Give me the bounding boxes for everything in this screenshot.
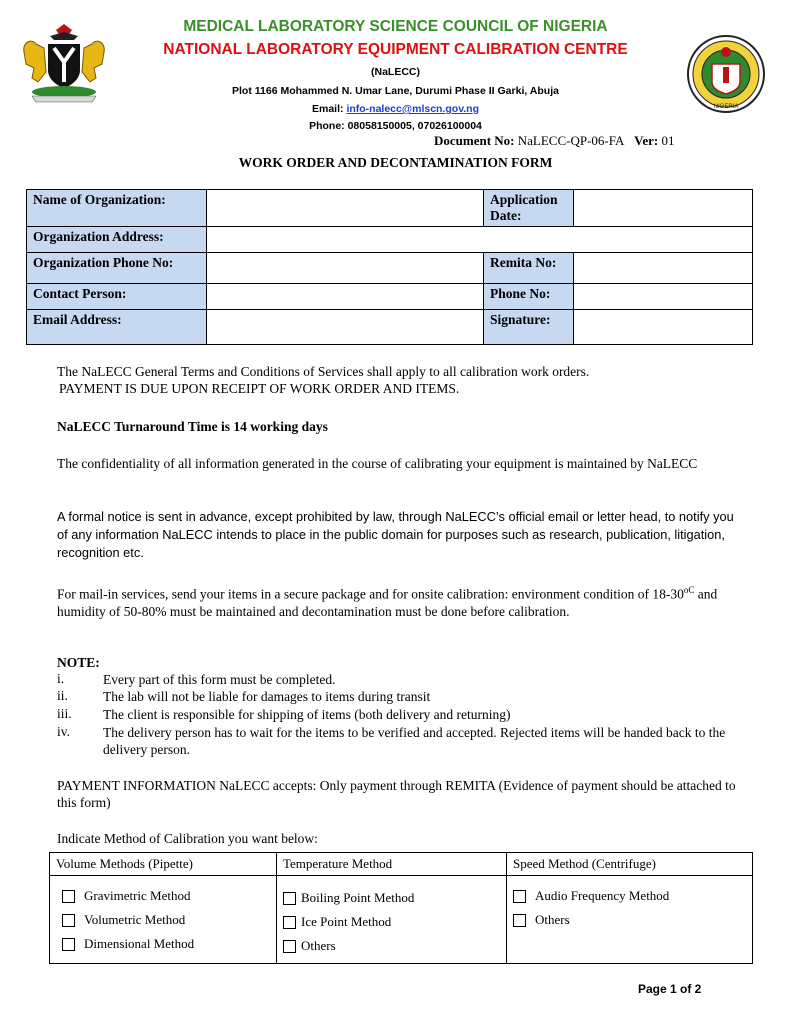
mail-in-paragraph: For mail-in services, send your items in a secure package and for onsite calibration: environment condition of $18-30^{oC}$ and humidity of 50-80% must be maintained and decontamination must be done before calibration. bbox=[57, 585, 718, 619]
audio-frequency-method-checkbox[interactable]: Audio Frequency Method bbox=[513, 884, 746, 908]
email-label: Email: bbox=[312, 103, 344, 115]
table-row bbox=[50, 876, 753, 964]
council-name: MEDICAL LABORATORY SCIENCE COUNCIL OF NIGERIA bbox=[183, 18, 608, 35]
email-address-field[interactable] bbox=[207, 310, 484, 345]
checkbox-box[interactable] bbox=[62, 890, 75, 903]
checkbox-box[interactable] bbox=[62, 938, 75, 951]
note-number: ii. bbox=[57, 688, 68, 703]
page-number: Page 1 of 2 bbox=[638, 982, 702, 996]
gravimetric-method-checkbox[interactable]: Gravimetric Method bbox=[62, 884, 270, 908]
payment-due-line: PAYMENT IS DUE UPON RECEIPT OF WORK ORDER AND ITEMS. bbox=[59, 381, 460, 396]
document-number: Document No: NaLECC-QP-06-FA Ver: 01 bbox=[434, 133, 675, 148]
email-link[interactable]: info-nalecc@mlscn.gov.ng bbox=[346, 103, 479, 115]
org-phone-field[interactable] bbox=[207, 253, 484, 284]
indicate-method-line: Indicate Method of Calibration you want below: bbox=[57, 831, 318, 846]
centre-abbreviation: (NaLECC) bbox=[371, 66, 420, 78]
payment-information: PAYMENT INFORMATION NaLECC accepts: Only payment through REMITA (Evidence of payment should be attached to this form) bbox=[57, 778, 736, 810]
temperature-method-header: Temperature Method bbox=[277, 853, 507, 876]
organization-info-table bbox=[26, 189, 753, 345]
checkbox-box[interactable] bbox=[513, 890, 526, 903]
centre-name: NATIONAL LABORATORY EQUIPMENT CALIBRATION CENTRE bbox=[163, 41, 628, 58]
org-phone-label: Organization Phone No: bbox=[27, 253, 207, 284]
note-number: iii. bbox=[57, 706, 72, 721]
checkbox-box[interactable] bbox=[283, 892, 296, 905]
table-row bbox=[27, 284, 753, 310]
note-text: The client is responsible for shipping of items (both delivery and returning) bbox=[103, 707, 511, 722]
note-number: i. bbox=[57, 671, 65, 686]
centre-address: Plot 1166 Mohammed N. Umar Lane, Durumi Phase II Garki, Abuja bbox=[232, 85, 559, 97]
table-row bbox=[27, 310, 753, 345]
checkbox-box[interactable] bbox=[283, 940, 296, 953]
terms-line: The NaLECC General Terms and Conditions of Services shall apply to all calibration work orders. bbox=[57, 364, 590, 379]
note-heading: NOTE: bbox=[57, 655, 100, 670]
org-address-label: Organization Address: bbox=[27, 227, 207, 253]
speed-others-checkbox[interactable]: Others bbox=[513, 908, 746, 932]
confidentiality-paragraph: The confidentiality of all information generated in the course of calibrating your equipment is maintained by NaLECC bbox=[57, 456, 698, 471]
volume-methods-header: Volume Methods (Pipette) bbox=[50, 853, 277, 876]
checkbox-box[interactable] bbox=[283, 916, 296, 929]
checkbox-box[interactable] bbox=[62, 914, 75, 927]
temperature-others-checkbox[interactable]: Others bbox=[283, 934, 500, 958]
turnaround-line: NaLECC Turnaround Time is 14 working days bbox=[57, 419, 328, 434]
ice-point-method-checkbox[interactable]: Ice Point Method bbox=[283, 910, 500, 934]
form-title: WORK ORDER AND DECONTAMINATION FORM bbox=[238, 155, 553, 170]
speed-method-header: Speed Method (Centrifuge) bbox=[507, 853, 753, 876]
note-text: The lab will not be liable for damages to items during transit bbox=[103, 689, 431, 704]
note-text: The delivery person has to wait for the items to be verified and accepted. Rejected items will be handed back to the delivery person. bbox=[103, 725, 726, 757]
table-row bbox=[27, 253, 753, 284]
phone-no-field[interactable] bbox=[574, 284, 753, 310]
dimensional-method-checkbox[interactable]: Dimensional Method bbox=[62, 932, 270, 956]
org-name-label: Name of Organization: bbox=[27, 190, 207, 227]
remita-field[interactable] bbox=[574, 253, 753, 284]
centre-email-line bbox=[0, 103, 791, 115]
org-address-field[interactable] bbox=[207, 227, 753, 253]
svg-text:NIGERIA: NIGERIA bbox=[713, 104, 739, 110]
table-row bbox=[50, 853, 753, 876]
volumetric-method-checkbox[interactable]: Volumetric Method bbox=[62, 908, 270, 932]
contact-person-field[interactable] bbox=[207, 284, 484, 310]
remita-label: Remita No: bbox=[484, 253, 574, 284]
checkbox-box[interactable] bbox=[513, 914, 526, 927]
application-date-field[interactable] bbox=[574, 190, 753, 227]
centre-phone: Phone: 08058150005, 07026100004 bbox=[309, 120, 482, 132]
table-row bbox=[27, 227, 753, 253]
signature-label: Signature: bbox=[484, 310, 574, 345]
note-text: Every part of this form must be completed. bbox=[103, 672, 336, 687]
formal-notice-paragraph: A formal notice is sent in advance, except prohibited by law, through NaLECC’s official email or letter head, to notify you of any information NaLECC intends to place in the public domain for purposes such as research, publication, litigation, recognition etc. bbox=[57, 509, 734, 560]
application-date-label: Application Date: bbox=[484, 190, 574, 227]
boiling-point-method-checkbox[interactable]: Boiling Point Method bbox=[283, 886, 500, 910]
contact-person-label: Contact Person: bbox=[27, 284, 207, 310]
org-name-field[interactable] bbox=[207, 190, 484, 227]
phone-no-label: Phone No: bbox=[484, 284, 574, 310]
email-address-label: Email Address: bbox=[27, 310, 207, 345]
note-number: iv. bbox=[57, 724, 70, 739]
signature-field[interactable] bbox=[574, 310, 753, 345]
table-row bbox=[27, 190, 753, 227]
calibration-methods-table bbox=[49, 852, 753, 964]
